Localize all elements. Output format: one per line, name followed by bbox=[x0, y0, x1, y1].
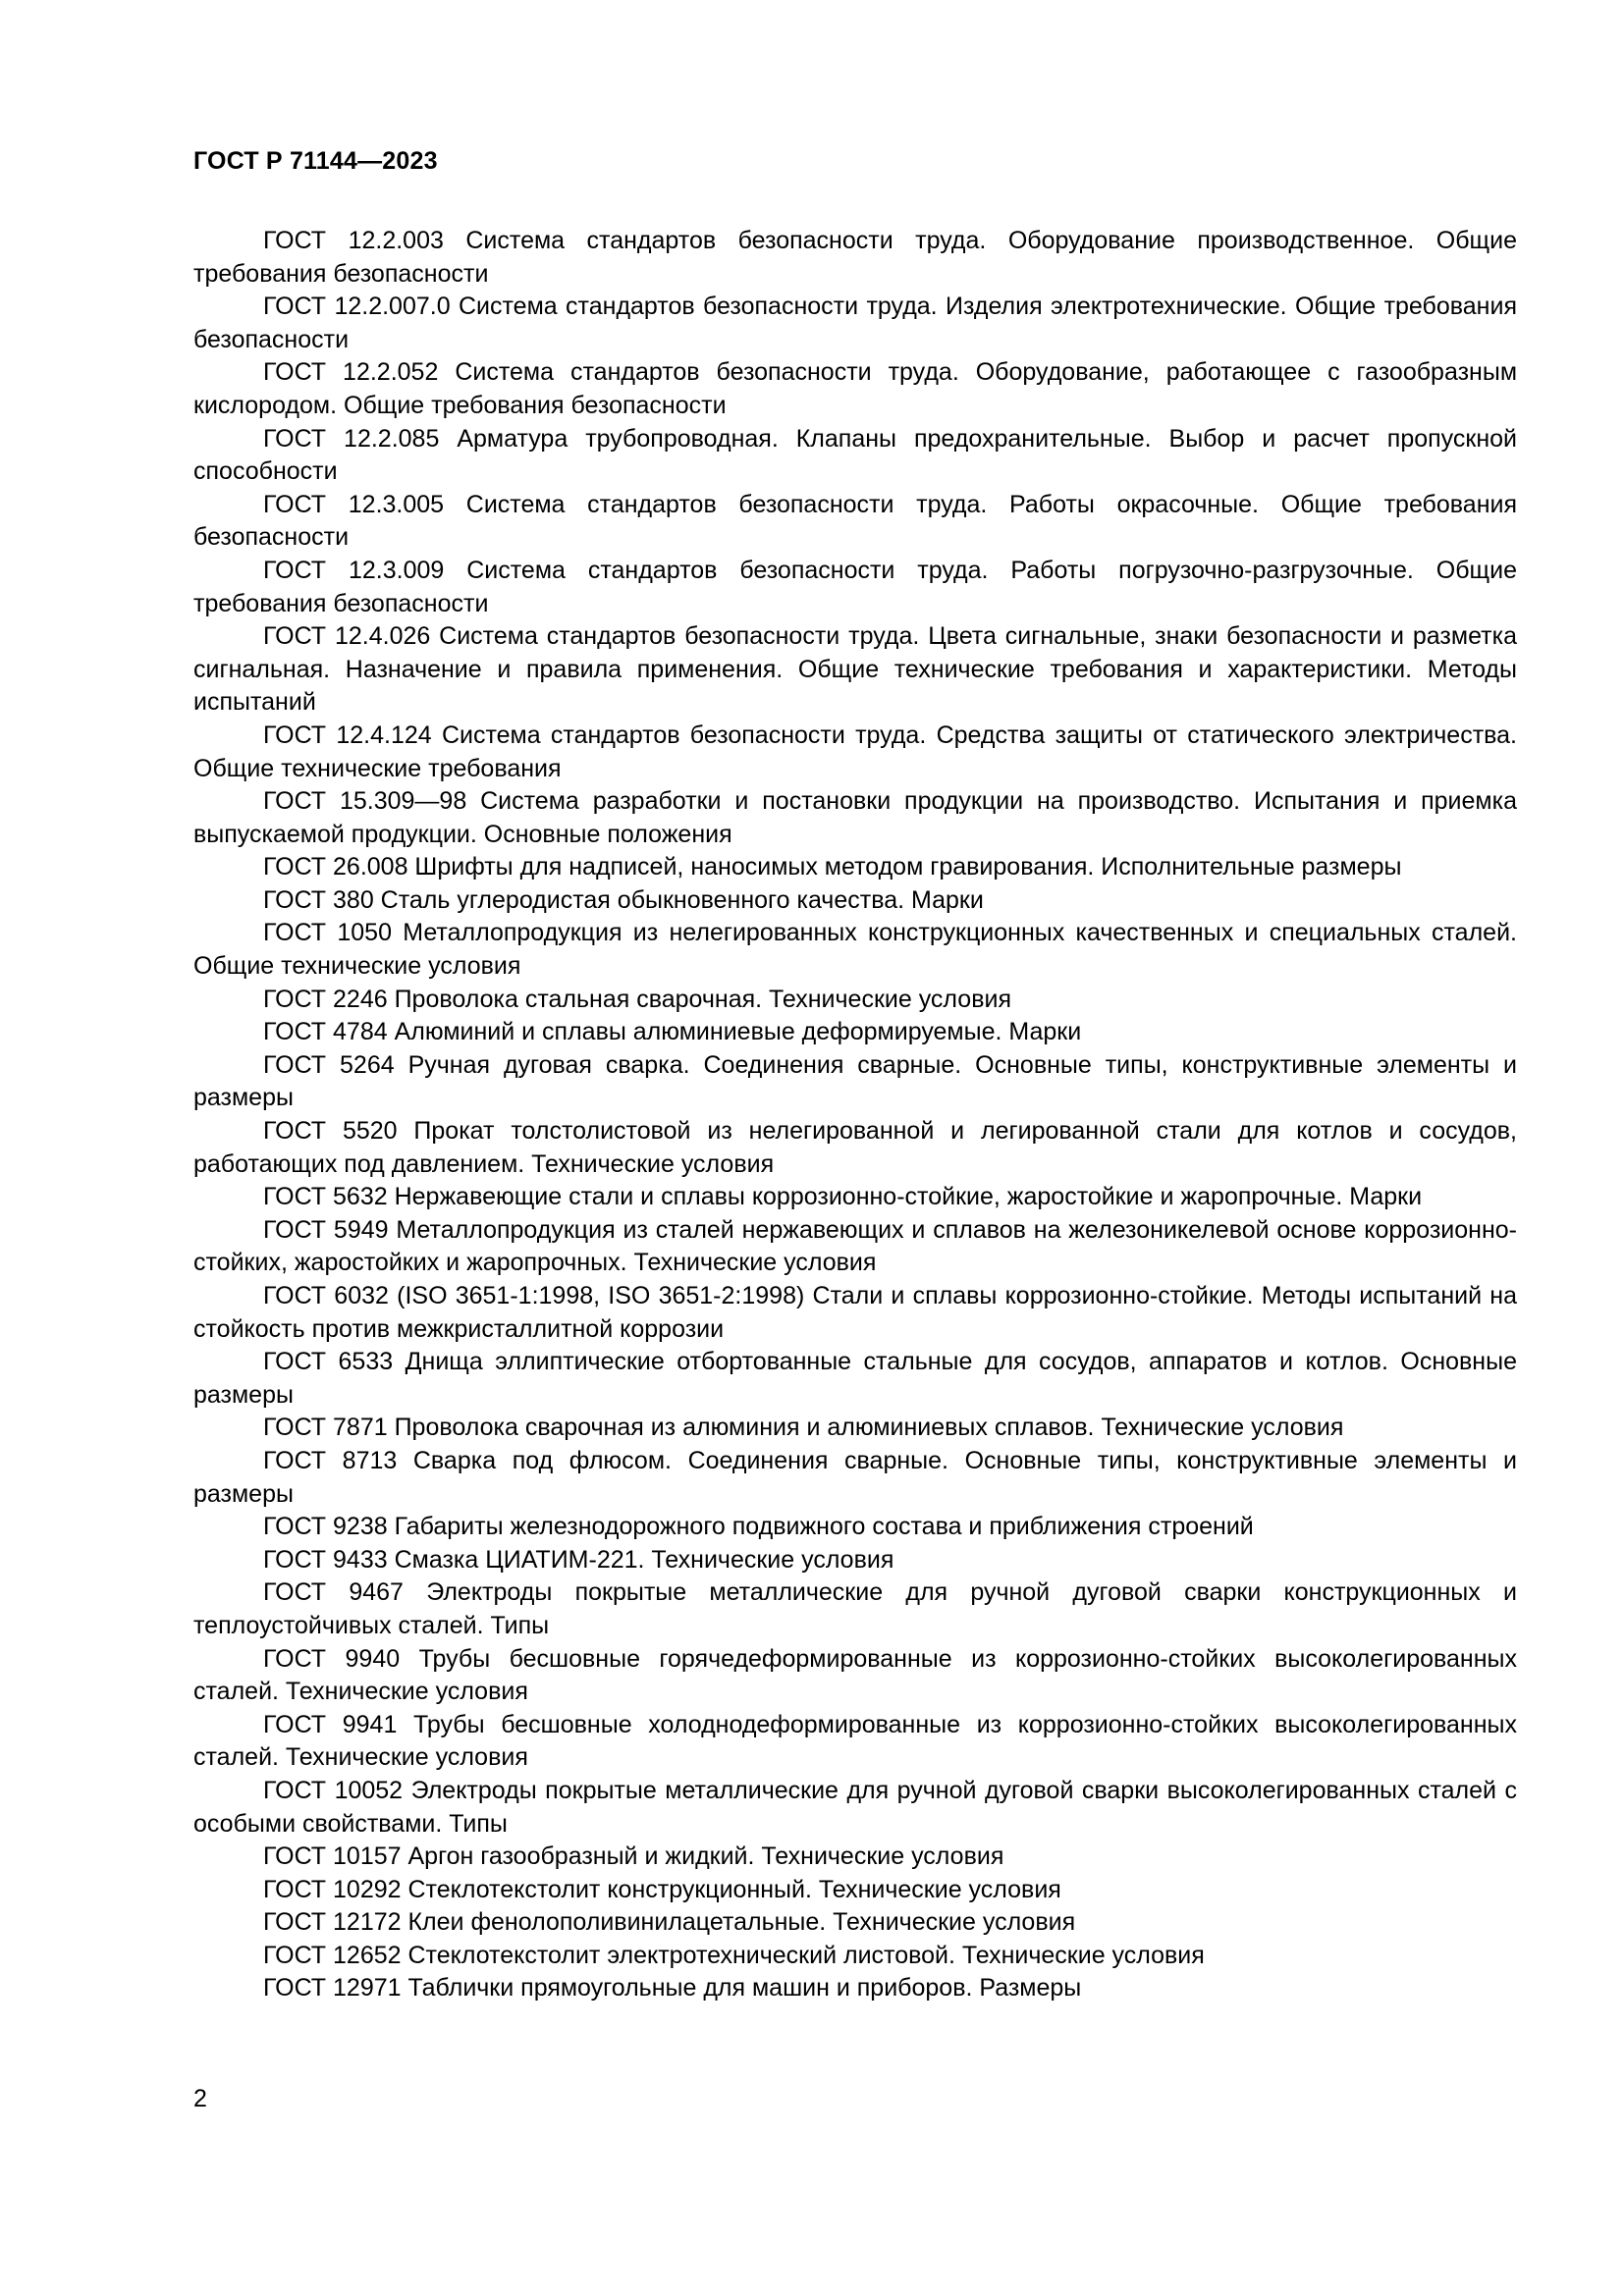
page-number: 2 bbox=[193, 2085, 207, 2112]
reference-item: ГОСТ 4784 Алюминий и сплавы алюминиевые деформируемые. Марки bbox=[263, 1018, 1082, 1046]
reference-item: ГОСТ 12652 Стеклотекстолит электротехнический листовой. Технические условия bbox=[263, 1941, 1205, 1969]
document-header: ГОСТ Р 71144—2023 bbox=[193, 147, 438, 175]
reference-item: ГОСТ 12172 Клеи фенолополивинилацетальные. Технические условия bbox=[263, 1908, 1076, 1937]
reference-item: ГОСТ 9467 Электроды покрытые металлические для ручной дуговой сварки конструкционных и теплоустойчивых сталей. Типы bbox=[193, 1578, 1517, 1639]
reference-item: ГОСТ 12.4.124 Система стандартов безопасности труда. Средства защиты от статического электричества. Общие технические требования bbox=[193, 721, 1517, 782]
reference-item: ГОСТ 5949 Металлопродукция из сталей нержавеющих и сплавов на железоникелевой основе коррозионно-стойких, жаростойких и жаропрочных. Технические условия bbox=[193, 1215, 1517, 1277]
reference-item: ГОСТ 10292 Стеклотекстолит конструкционный. Технические условия bbox=[263, 1875, 1061, 1903]
reference-item: ГОСТ 380 Сталь углеродистая обыкновенного качества. Марки bbox=[263, 885, 984, 914]
reference-item: ГОСТ 12.2.003 Система стандартов безопасности труда. Оборудование производственное. Общие требования безопасности bbox=[193, 227, 1517, 288]
reference-item: ГОСТ 15.309—98 Система разработки и постановки продукции на производство. Испытания и приемка выпускаемой продукции. Основные положения bbox=[193, 787, 1517, 848]
normative-references-list bbox=[193, 225, 1517, 2005]
reference-item: ГОСТ 7871 Проволока сварочная из алюминия и алюминиевых сплавов. Технические условия bbox=[263, 1414, 1344, 1442]
reference-item: ГОСТ 5264 Ручная дуговая сварка. Соединения сварные. Основные типы, конструктивные элементы и размеры bbox=[193, 1050, 1517, 1112]
reference-item: ГОСТ 1050 Металлопродукция из нелегированных конструкционных качественных и специальных сталей. Общие технические условия bbox=[193, 919, 1517, 981]
reference-item: ГОСТ 10052 Электроды покрытые металлические для ручной дуговой сварки высоколегированных сталей с особыми свойствами. Типы bbox=[193, 1776, 1517, 1838]
reference-item: ГОСТ 8713 Сварка под флюсом. Соединения сварные. Основные типы, конструктивные элементы и размеры bbox=[193, 1446, 1517, 1508]
reference-item: ГОСТ 2246 Проволока стальная сварочная. Технические условия bbox=[263, 985, 1011, 1013]
reference-item: ГОСТ 6032 (ISO 3651-1:1998, ISO 3651-2:1998) Стали и сплавы коррозионно-стойкие. Методы испытаний на стойкость против межкристаллитной коррозии bbox=[193, 1282, 1517, 1343]
reference-item: ГОСТ 12971 Таблички прямоугольные для машин и приборов. Размеры bbox=[263, 1974, 1082, 2002]
reference-item: ГОСТ 26.008 Шрифты для надписей, наносимых методом гравирования. Исполнительные размеры bbox=[263, 853, 1402, 881]
reference-item: ГОСТ 5632 Нержавеющие стали и сплавы коррозионно-стойкие, жаростойкие и жаропрочные. Марки bbox=[263, 1183, 1423, 1211]
reference-item: ГОСТ 5520 Прокат толстолистовой из нелегированной и легированной стали для котлов и сосудов, работающих под давлением. Технические условия bbox=[193, 1117, 1517, 1178]
reference-item: ГОСТ 10157 Аргон газообразный и жидкий. Технические условия bbox=[263, 1842, 1004, 1871]
reference-item: ГОСТ 9238 Габариты железнодорожного подвижного состава и приближения строений bbox=[263, 1513, 1254, 1541]
reference-item: ГОСТ 12.2.007.0 Система стандартов безопасности труда. Изделия электротехнические. Общие требования безопасности bbox=[193, 293, 1517, 353]
reference-item: ГОСТ 12.4.026 Система стандартов безопасности труда. Цвета сигнальные, знаки безопасности и разметка сигнальная. Назначение и правила применения. Общие технические требования и характеристики. Методы испытаний bbox=[193, 622, 1517, 717]
reference-item: ГОСТ 12.2.052 Система стандартов безопасности труда. Оборудование, работающее с газообразным кислородом. Общие требования безопасности bbox=[193, 358, 1517, 419]
reference-item: ГОСТ 9940 Трубы бесшовные горячедеформированные из коррозионно-стойких высоколегированных сталей. Технические условия bbox=[193, 1644, 1517, 1706]
reference-item: ГОСТ 12.2.085 Арматура трубопроводная. Клапаны предохранительные. Выбор и расчет пропускной способности bbox=[193, 424, 1517, 486]
reference-item: ГОСТ 6533 Днища эллиптические отбортованные стальные для сосудов, аппаратов и котлов. Основные размеры bbox=[193, 1348, 1517, 1409]
reference-item: ГОСТ 12.3.005 Система стандартов безопасности труда. Работы окрасочные. Общие требования безопасности bbox=[193, 490, 1517, 552]
reference-item: ГОСТ 12.3.009 Система стандартов безопасности труда. Работы погрузочно-разгрузочные. Общие требования безопасности bbox=[193, 556, 1517, 617]
reference-item: ГОСТ 9941 Трубы бесшовные холоднодеформированные из коррозионно-стойких высоколегированных сталей. Технические условия bbox=[193, 1710, 1517, 1772]
reference-item: ГОСТ 9433 Смазка ЦИАТИМ-221. Технические условия bbox=[263, 1545, 894, 1574]
